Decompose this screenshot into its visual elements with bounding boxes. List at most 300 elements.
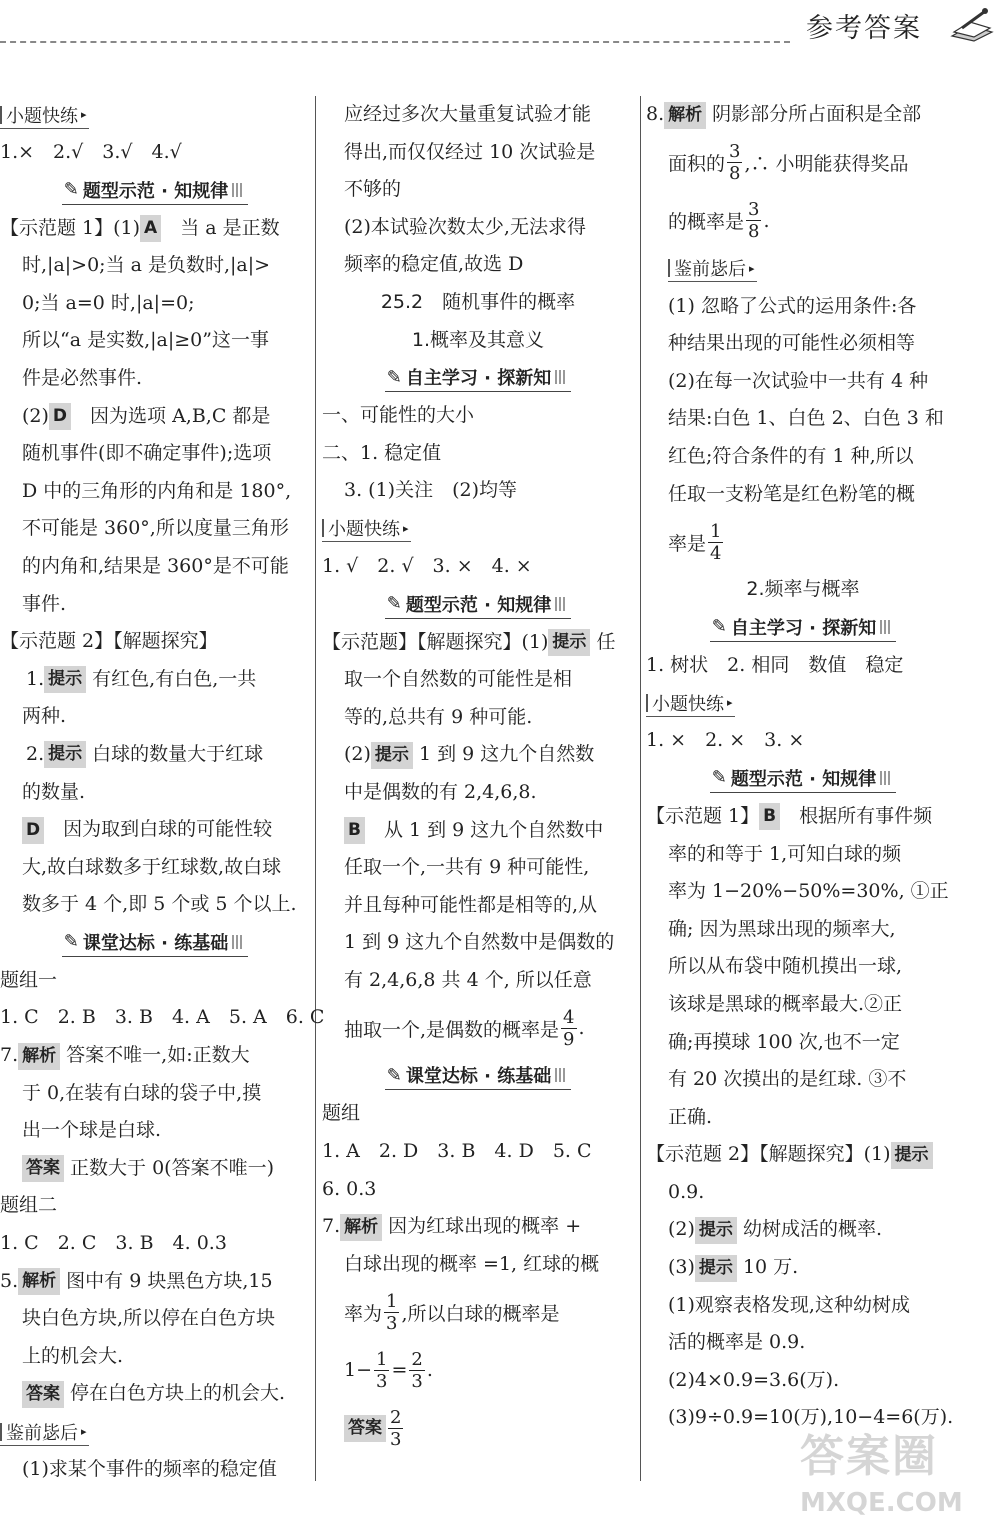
text: 事件. (22, 592, 67, 615)
subsection-heading (322, 510, 634, 548)
text-line (322, 171, 634, 209)
centered-heading: 2.频率与概率 (746, 578, 860, 601)
bar-icon (322, 519, 324, 537)
text-line (646, 325, 960, 363)
pen-icon: ✎ (63, 179, 79, 201)
text: 任取一个,一共有 9 种可能性, (344, 856, 590, 879)
text: 活的概率是 0.9. (668, 1331, 806, 1354)
text-line (0, 1112, 310, 1150)
centered-heading: 25.2 随机事件的概率 (380, 290, 576, 313)
text: ,∴ 小明能获得奖品 (744, 153, 909, 176)
text-line (322, 962, 634, 1000)
text: 时,|a|>0;当 a 是负数时,|a|> (22, 254, 271, 277)
text: 有 2,4,6,8 共 4 个, 所以任意 (344, 968, 592, 991)
text: 上的机会大. (22, 1344, 124, 1367)
text: 因为红球出现的概率 + (382, 1215, 582, 1238)
text-line (0, 134, 310, 172)
text: 不可能是 360°,所以度量三角形 (22, 517, 289, 540)
text: 1. (26, 667, 45, 690)
section-banner-label (710, 765, 896, 793)
text: 等的,总共有 9 种可能. (344, 705, 533, 728)
subsection-text: 小题快练 (328, 519, 400, 541)
text-line (646, 1287, 960, 1325)
text: 确;再摸球 100 次,也不一定 (668, 1030, 900, 1053)
text: 阴影部分所占面积是全部 (706, 103, 922, 125)
subsection-heading (646, 684, 960, 722)
pen-icon: ✎ (63, 931, 79, 953)
text-line (0, 811, 310, 849)
text-line (0, 661, 310, 699)
text: 随机事件(即不确定事件);选项 (22, 442, 272, 465)
text: 【示范题 2】【解题探究】 (0, 630, 218, 653)
label-tag: 答案 (344, 1415, 386, 1442)
text-line (322, 736, 634, 774)
fraction-numerator: 2 (390, 1406, 402, 1428)
text-line (0, 435, 310, 473)
text: 率为 (344, 1302, 383, 1325)
text-line (646, 1136, 960, 1174)
pen-icon: ✎ (386, 366, 402, 388)
text: 【示范题 2】【解题探究】(1) (646, 1143, 891, 1166)
fraction-numerator: 3 (748, 199, 760, 221)
text-line (322, 1246, 634, 1284)
text: 种结果出现的可能性必须相等 (668, 332, 916, 355)
centered-heading: 1.概率及其意义 (411, 328, 545, 351)
text-line (322, 924, 634, 962)
bar-icon (0, 106, 2, 124)
text: 2. (26, 742, 45, 765)
label-tag: 解析 (18, 1043, 60, 1070)
watermark-url: MXQE.COM (800, 1488, 963, 1518)
triangle-right-icon: ▸ (727, 696, 733, 710)
text-line (0, 510, 310, 548)
section-banner-label (710, 614, 896, 642)
section-banner (322, 1057, 634, 1095)
text: 件是必然事件. (22, 366, 143, 389)
answer-column-2 (322, 96, 634, 1457)
text: (3)9÷0.9=10(万),10−4=6(万). (668, 1406, 954, 1429)
text: 有红色,有白色,一共 (86, 667, 257, 690)
text: 的概率是 (668, 211, 745, 234)
stripe-decoration (880, 620, 892, 634)
label-tag: 解析 (18, 1268, 60, 1295)
text-line (646, 986, 960, 1024)
fraction-line (322, 1399, 634, 1457)
bar-icon (668, 259, 670, 277)
text: 题组 (322, 1102, 361, 1125)
stripe-decoration (555, 370, 567, 384)
text: 白球出现的概率 =1, 红球的概 (344, 1252, 600, 1275)
label-tag: 答案 (22, 1155, 64, 1182)
label-tag: D (49, 403, 71, 430)
label-tag: 提示 (695, 1217, 737, 1244)
text-line (646, 1324, 960, 1362)
text: 应经过多次大量重复试验才能 (344, 103, 592, 125)
text-line (322, 548, 634, 586)
section-banner-text: 自主学习 · 探新知 (405, 368, 552, 390)
label-tag: 提示 (548, 629, 590, 656)
stripe-decoration (232, 935, 244, 949)
fraction-numerator: 4 (563, 1006, 575, 1028)
text-line (322, 699, 634, 737)
stripe-decoration (555, 1068, 567, 1082)
text: 率的和等于 1,可知白球的频 (668, 842, 902, 865)
text: 1. C 2. B 3. B 4. A 5. A 6. C (0, 1006, 325, 1029)
section-banner (322, 586, 634, 624)
pen-icon: ✎ (711, 767, 727, 789)
text: 所以从布袋中随机摸出一球, (668, 955, 903, 978)
text: 1. C 2. C 3. B 4. 0.3 (0, 1232, 227, 1255)
text-line (0, 1187, 310, 1225)
text-line (0, 247, 310, 285)
text: 任取一支粉笔是红色粉笔的概 (668, 482, 916, 505)
section-banner-text: 题型示范 · 知规律 (730, 768, 877, 790)
text: (2)在每一次试验中一共有 4 种 (668, 369, 929, 392)
fraction (561, 1007, 576, 1050)
subsection-heading (646, 250, 960, 288)
text-line (322, 1095, 634, 1133)
text: 答案不唯一,如:正数大 (60, 1044, 250, 1067)
text: 【示范题】【解题探究】(1) (322, 630, 549, 653)
label-tag: 提示 (44, 666, 86, 693)
text-line (0, 1150, 310, 1188)
text: 面积的 (668, 153, 726, 176)
page-header (0, 0, 1000, 46)
text: 【示范题 1】 (646, 804, 760, 827)
text-line (322, 661, 634, 699)
text-line (0, 774, 310, 812)
text: 1− (344, 1359, 373, 1382)
text: 率为 1−20%−50%=30%, ①正 (668, 880, 949, 903)
section-banner-label (385, 591, 571, 619)
page-title: 参考答案 (806, 13, 922, 44)
text: 于 0,在装有白球的袋子中,摸 (22, 1081, 262, 1104)
text-line (322, 774, 634, 812)
text: 从 1 到 9 这九个自然数中 (364, 818, 604, 841)
text: 1 到 9 这九个自然数 (412, 743, 595, 766)
text-line (0, 1375, 310, 1413)
section-banner (0, 172, 310, 210)
text: 有 20 次摸出的是红球. ③不 (668, 1068, 907, 1091)
text: D 中的三角形的内角和是 180°, (22, 479, 292, 502)
text-line (0, 398, 310, 436)
text-line (322, 812, 634, 850)
text: (2) (668, 1218, 695, 1241)
text-line (646, 1099, 960, 1137)
fraction-numerator: 1 (376, 1348, 388, 1370)
label-tag: 解析 (340, 1214, 382, 1241)
text: 0.9. (668, 1180, 705, 1203)
fraction-denominator: 3 (390, 1428, 402, 1450)
text: 停在白色方块上的机会大. (64, 1382, 286, 1405)
stripe-decoration (880, 771, 892, 785)
text: 6. 0.3 (322, 1177, 377, 1200)
text: 1. A 2. D 3. B 4. D 5. C (322, 1140, 592, 1163)
subsection-heading (0, 96, 310, 134)
fraction-denominator: 3 (376, 1370, 388, 1392)
label-tag: 提示 (44, 741, 86, 768)
text-line (646, 836, 960, 874)
fraction-line (646, 192, 960, 250)
text-line (646, 873, 960, 911)
section-banner (322, 359, 634, 397)
text: 因为取到白球的可能性较 (44, 818, 273, 841)
text-line (0, 322, 310, 360)
text: 0;当 a=0 时,|a|=0; (22, 291, 195, 314)
text: 1. × 2. × 3. × (646, 729, 805, 752)
text-line (0, 1338, 310, 1376)
text-line (646, 476, 960, 514)
text-line (0, 962, 310, 1000)
text: ,所以白球的概率是 (401, 1302, 560, 1325)
watermark (800, 1420, 990, 1518)
subsection-text: 小题快练 (6, 105, 78, 127)
text-line (0, 1451, 310, 1489)
text: 5. (0, 1269, 19, 1292)
label-tag: 提示 (371, 742, 413, 769)
text-line (0, 999, 325, 1037)
text-line (322, 1133, 634, 1171)
triangle-right-icon: ▸ (749, 261, 755, 275)
text-line (646, 96, 960, 134)
section-banner-label (62, 929, 248, 957)
text: (3) (668, 1256, 695, 1279)
section-banner-text: 课堂达标 · 练基础 (405, 1066, 552, 1088)
fraction-numerator: 3 (729, 141, 741, 163)
text-line (0, 849, 310, 887)
section-banner-text: 自主学习 · 探新知 (730, 617, 877, 639)
text: 因为选项 A,B,C 都是 (71, 404, 271, 427)
text: 得出,而仅仅经过 10 次试验是 (344, 140, 596, 163)
text: 7. (322, 1215, 341, 1238)
section-banner-label (62, 177, 248, 205)
text: 3. (1)关注 (2)均等 (344, 479, 517, 502)
section-banner-text: 题型示范 · 知规律 (405, 594, 552, 616)
text: 8. (646, 103, 665, 125)
text: 取一个自然数的可能性是相 (344, 668, 573, 691)
text: 确; 因为黑球出现的频率大, (668, 917, 896, 940)
text: 块白色方块,所以停在白色方块 (22, 1307, 276, 1330)
fraction-numerator: 1 (386, 1290, 398, 1312)
fraction-line (646, 134, 960, 192)
fraction-denominator: 9 (563, 1028, 575, 1050)
stripe-decoration (555, 597, 567, 611)
fraction (746, 199, 761, 242)
label-tag: 解析 (664, 102, 706, 129)
text: 一、可能性的大小 (322, 404, 475, 427)
label-tag: A (140, 215, 161, 242)
text: 的数量. (22, 780, 86, 803)
text-line (0, 1300, 310, 1338)
text-line (646, 400, 960, 438)
text: 结果:白色 1、白色 2、白色 3 和 (668, 407, 944, 430)
fraction (384, 1291, 399, 1334)
fraction-denominator: 3 (386, 1312, 398, 1334)
text-line (0, 1225, 310, 1263)
label-tag: 提示 (891, 1142, 933, 1169)
stripe-decoration (232, 183, 244, 197)
text: 两种. (22, 705, 67, 728)
text: 【示范题 1】(1) (0, 216, 141, 239)
fraction-numerator: 1 (710, 520, 722, 542)
text: (2) (344, 743, 371, 766)
text: 7. (0, 1044, 19, 1067)
column-divider-1 (315, 96, 316, 1481)
text-line (322, 246, 634, 284)
text-line (646, 1024, 960, 1062)
subsection-text: 小题快练 (652, 693, 724, 715)
text: 题组二 (0, 1194, 58, 1217)
pen-icon: ✎ (711, 616, 727, 638)
text: 率是 (668, 532, 707, 555)
text-line (646, 647, 960, 685)
fraction-denominator: 8 (748, 221, 760, 243)
text-line (0, 473, 310, 511)
text-line (0, 1263, 310, 1301)
text-line (0, 210, 310, 248)
label-tag: 答案 (22, 1381, 64, 1408)
text-line (322, 887, 634, 925)
text-line (322, 96, 634, 134)
triangle-right-icon: ▸ (403, 521, 409, 535)
text: 题组一 (0, 968, 58, 991)
text: 1 到 9 这九个自然数中是偶数的 (344, 931, 615, 954)
answer-column-1 (0, 96, 325, 1489)
text-line (322, 209, 634, 247)
text: 当 a 是正数 (161, 216, 280, 239)
text: 正数大于 0(答案不唯一) (64, 1156, 274, 1179)
text: 二、1. 稳定值 (322, 441, 442, 464)
text-line (646, 722, 960, 760)
text-line (322, 397, 634, 435)
text: (2)4×0.9=3.6(万). (668, 1368, 840, 1391)
text: 红色;符合条件的有 1 种,所以 (668, 444, 914, 467)
fraction-line (322, 1341, 634, 1399)
subsection-label (646, 690, 735, 717)
text-line (646, 1061, 960, 1099)
section-banner-label (385, 364, 571, 392)
text-line (646, 1211, 960, 1249)
fraction-denominator: 8 (729, 163, 741, 185)
text-line (0, 736, 310, 774)
fraction-denominator: 3 (411, 1370, 423, 1392)
text-line (0, 886, 310, 924)
watermark-logo-text: 答案圈 (800, 1431, 938, 1482)
text-line (646, 288, 960, 326)
text: 不够的 (344, 178, 402, 201)
fraction-numerator: 2 (411, 1348, 423, 1370)
fraction-line (646, 513, 960, 571)
bar-icon (0, 1423, 2, 1441)
section-banner-label (385, 1062, 571, 1090)
fraction (374, 1349, 389, 1392)
pen-icon: ✎ (386, 1064, 402, 1086)
text-line (646, 948, 960, 986)
text-line (322, 1171, 634, 1209)
triangle-right-icon: ▸ (81, 108, 87, 121)
text-line (646, 911, 960, 949)
text-line (322, 849, 634, 887)
subsection-label (0, 1419, 89, 1446)
text: 抽取一个,是偶数的概率是 (344, 1018, 560, 1041)
text-line (0, 360, 310, 398)
text-line (0, 623, 310, 661)
subsection-text: 鉴前毖后 (674, 259, 746, 281)
triangle-right-icon: ▸ (81, 1425, 87, 1438)
text: 该球是黑球的概率最大.②正 (668, 992, 903, 1015)
subsection-label (0, 102, 89, 129)
label-tag: D (22, 817, 44, 844)
text-line (322, 472, 634, 510)
fraction (388, 1407, 403, 1450)
text-line (0, 698, 310, 736)
text: . (578, 1017, 585, 1040)
text: . (763, 209, 770, 232)
text-line (322, 1208, 634, 1246)
text: (2)本试验次数太少,无法求得 (344, 215, 586, 238)
text-line (646, 1174, 960, 1212)
text: (1)观察表格发现,这种幼树成 (668, 1293, 910, 1316)
text: 出一个球是白球. (22, 1119, 162, 1142)
text: 的内角和,结果是 360°是不可能 (22, 554, 289, 577)
section-banner-text: 课堂达标 · 练基础 (82, 932, 229, 954)
label-tag: B (759, 803, 780, 830)
subsection-text: 鉴前毖后 (6, 1422, 78, 1444)
fraction-denominator: 4 (710, 542, 722, 564)
subsection-label (322, 515, 411, 542)
fraction-line (322, 1283, 634, 1341)
text-line (322, 435, 634, 473)
text: 中是偶数的有 2,4,6,8. (344, 780, 537, 803)
text-line (0, 548, 310, 586)
text-line (0, 1037, 310, 1075)
text: 大,故白球数多于红球数,故白球 (22, 855, 282, 878)
subsection-label (668, 255, 757, 282)
text: . (426, 1359, 433, 1382)
bar-icon (646, 694, 648, 712)
text: 白球的数量大于红球 (86, 742, 264, 765)
section-banner (0, 924, 310, 962)
text: 幼树成活的概率. (736, 1218, 883, 1241)
text: 正确. (668, 1105, 713, 1128)
text: 图中有 9 块黑色方块,15 (60, 1269, 273, 1292)
text-line (0, 285, 310, 323)
pen-icon: ✎ (386, 593, 402, 615)
text: 1.× 2.√ 3.√ 4.√ (0, 141, 182, 163)
label-tag: 提示 (695, 1255, 737, 1282)
column-divider-2 (640, 96, 641, 1481)
text-line (646, 438, 960, 476)
label-tag: B (344, 817, 365, 844)
section-banner (646, 760, 960, 798)
text: 频率的稳定值,故选 D (344, 253, 524, 276)
header-rule (0, 41, 790, 43)
fraction (708, 521, 723, 564)
text: 所以“a 是实数,|a|≥0”这一事 (22, 329, 269, 352)
text-line (646, 1249, 960, 1287)
text: 任 (590, 630, 616, 653)
text: (1)求某个事件的频率的稳定值 (22, 1458, 277, 1480)
text: 10 万. (736, 1256, 799, 1279)
fraction-line (322, 999, 634, 1057)
text-line (0, 586, 310, 624)
text: 数多于 4 个,即 5 个或 5 个以上. (22, 893, 297, 916)
section-banner (646, 609, 960, 647)
answer-column-3 (646, 96, 960, 1437)
text: (1) 忽略了公式的运用条件:各 (668, 294, 917, 317)
text: 根据所有事件频 (780, 804, 933, 827)
text-line (646, 363, 960, 401)
